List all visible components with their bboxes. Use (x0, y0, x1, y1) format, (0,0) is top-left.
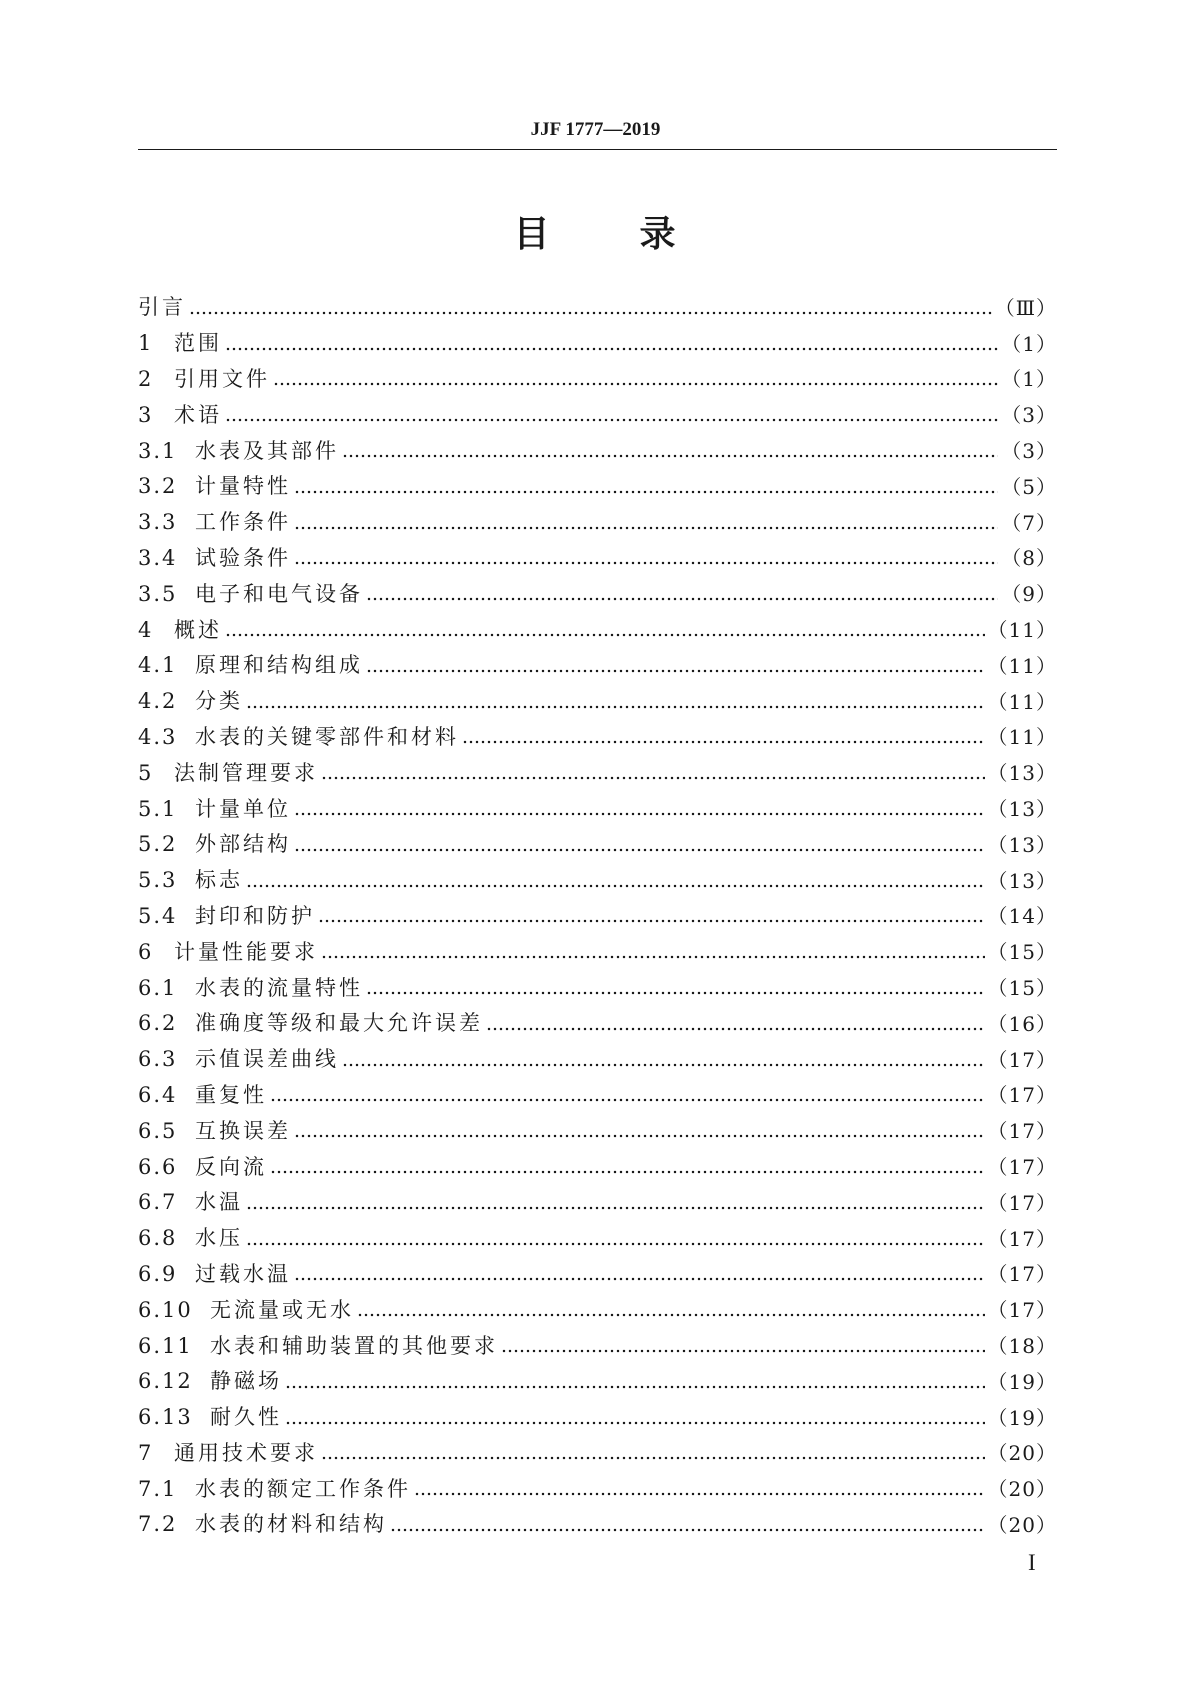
toc-entry-number: 4.3 (138, 724, 178, 749)
toc-entry-title: 法制管理要求 (174, 760, 318, 785)
toc-dot-leader (366, 667, 985, 675)
toc-dot-leader (321, 774, 985, 782)
toc-entry-page: （15） (987, 976, 1057, 1001)
toc-entry[interactable] (138, 1471, 1057, 1507)
toc-dot-leader (270, 1168, 985, 1176)
toc-entry[interactable] (138, 1185, 1057, 1221)
toc-entry-number: 5.2 (138, 832, 178, 857)
toc-entry-number: 6 (138, 939, 154, 964)
toc-entry-page: （14） (987, 904, 1057, 929)
toc-dot-leader (390, 1526, 985, 1534)
toc-dot-leader (225, 345, 998, 353)
toc-entry-number: 6.6 (138, 1154, 178, 1179)
toc-entry[interactable] (138, 791, 1057, 827)
toc-entry[interactable] (138, 1436, 1057, 1472)
toc-entry-number: 3.3 (138, 510, 178, 535)
toc-entry-number: 6.9 (138, 1261, 178, 1286)
toc-entry-number: 5.3 (138, 868, 178, 893)
toc-entry-number: 6.5 (138, 1118, 178, 1143)
toc-entry-title: 无流量或无水 (210, 1297, 354, 1322)
toc-entry-number: 2 (138, 366, 154, 391)
toc-entry-number: 3.2 (138, 474, 178, 499)
toc-entry-title: 术语 (174, 402, 222, 427)
toc-entry-title: 水表及其部件 (195, 438, 339, 463)
toc-entry-page: （17） (987, 1119, 1057, 1144)
toc-entry[interactable] (138, 863, 1057, 899)
toc-entry[interactable] (138, 397, 1057, 433)
toc-entry[interactable] (138, 505, 1057, 541)
toc-entry-number: 4.1 (138, 653, 178, 678)
toc-entry-title: 试验条件 (195, 545, 291, 570)
toc-entry[interactable] (138, 934, 1057, 970)
page-title-right: 录 (639, 214, 678, 255)
table-of-contents (138, 290, 1057, 1543)
toc-entry-number: 6.4 (138, 1082, 178, 1107)
toc-entry-number: 6.3 (138, 1047, 178, 1072)
toc-entry-page: （15） (987, 940, 1057, 965)
toc-entry-number: 5.4 (138, 903, 178, 928)
toc-entry-title: 概述 (174, 617, 222, 642)
toc-entry-page: （Ⅲ） (994, 295, 1057, 320)
toc-entry-page: （20） (987, 1512, 1057, 1537)
toc-entry-number: 6.10 (138, 1297, 193, 1322)
toc-entry-number: 7.2 (138, 1512, 178, 1537)
toc-entry-title: 范围 (174, 331, 222, 356)
toc-entry[interactable] (138, 1292, 1057, 1328)
toc-entry-number: 1 (138, 331, 154, 356)
toc-entry-title: 外部结构 (195, 832, 291, 857)
toc-entry-number: 6.13 (138, 1405, 193, 1430)
toc-entry-title: 示值误差曲线 (195, 1047, 339, 1072)
toc-entry-page: （18） (987, 1334, 1057, 1358)
toc-entry-title: 反向流 (195, 1154, 267, 1179)
toc-dot-leader (285, 1419, 985, 1427)
toc-entry[interactable] (138, 755, 1057, 791)
toc-entry[interactable] (138, 684, 1057, 720)
toc-dot-leader (294, 488, 998, 496)
toc-dot-leader (342, 1061, 985, 1069)
toc-entry[interactable] (138, 290, 1057, 326)
toc-entry-page: （13） (987, 832, 1057, 857)
toc-entry-title: 水表的额定工作条件 (195, 1476, 411, 1501)
toc-entry-page: （3） (1001, 439, 1057, 464)
toc-entry-number: 3.4 (138, 545, 178, 570)
toc-entry-number: 3 (138, 402, 154, 427)
toc-entry-number: 3.5 (138, 581, 178, 606)
toc-dot-leader (273, 380, 998, 388)
toc-dot-leader (294, 559, 998, 567)
toc-entry-page: （20） (987, 1441, 1057, 1466)
toc-entry-page: （19） (987, 1405, 1057, 1430)
toc-dot-leader (246, 1240, 985, 1248)
toc-entry[interactable] (138, 970, 1057, 1006)
toc-entry-title: 水表和辅助装置的其他要求 (210, 1333, 498, 1358)
toc-entry-page: （9） (1001, 582, 1057, 607)
toc-entry-title: 水压 (195, 1226, 243, 1251)
toc-entry-page: （17） (987, 1190, 1057, 1215)
toc-entry-page: （17） (987, 1262, 1057, 1287)
toc-entry[interactable] (138, 469, 1057, 505)
toc-entry-title: 封印和防护 (195, 903, 315, 928)
header-rule (138, 149, 1057, 150)
toc-entry-page: （13） (987, 868, 1057, 893)
toc-dot-leader (246, 882, 985, 890)
toc-dot-leader (321, 953, 985, 961)
toc-entry-page: （16） (987, 1011, 1057, 1036)
standard-code-header: JJF 1777—2019 (530, 119, 661, 140)
toc-dot-leader (189, 309, 992, 317)
toc-dot-leader (285, 1383, 985, 1391)
toc-dot-leader (342, 452, 998, 460)
toc-entry-page: （1） (1001, 367, 1057, 392)
toc-dot-leader (366, 989, 985, 997)
toc-entry-number: 6.11 (138, 1333, 193, 1358)
toc-entry-title: 通用技术要求 (174, 1440, 318, 1465)
toc-entry-page: （7） (1001, 510, 1057, 535)
toc-entry-title: 标志 (195, 868, 243, 893)
toc-entry[interactable] (138, 362, 1057, 398)
toc-entry-title: 计量性能要求 (174, 939, 318, 964)
toc-entry-title: 静磁场 (210, 1369, 282, 1394)
toc-entry[interactable] (138, 1149, 1057, 1185)
toc-entry-number: 7 (138, 1440, 154, 1465)
toc-entry-page: （1） (1001, 331, 1057, 356)
toc-entry[interactable] (138, 1113, 1057, 1149)
toc-entry-number: 5 (138, 760, 154, 785)
toc-entry-page: （17） (987, 1155, 1057, 1180)
toc-entry-title: 水表的关键零部件和材料 (195, 724, 459, 749)
toc-dot-leader (294, 1132, 985, 1140)
toc-entry-page: （13） (987, 797, 1057, 822)
toc-dot-leader (246, 1204, 985, 1212)
toc-dot-leader (294, 1275, 985, 1283)
toc-entry-page: （3） (1001, 403, 1057, 428)
toc-entry-title: 水表的流量特性 (195, 975, 363, 1000)
toc-dot-leader (318, 917, 985, 925)
toc-entry-title: 水温 (195, 1190, 243, 1215)
toc-entry[interactable] (138, 433, 1057, 469)
toc-entry-page: （17） (987, 1047, 1057, 1072)
toc-entry-page: （17） (987, 1226, 1057, 1251)
toc-entry-title: 计量单位 (195, 796, 291, 821)
toc-entry[interactable] (138, 1364, 1057, 1400)
toc-entry-page: （11） (987, 618, 1057, 643)
toc-entry[interactable] (138, 1328, 1057, 1364)
page-number: I (1028, 1550, 1036, 1575)
toc-entry-title: 重复性 (195, 1082, 267, 1107)
toc-entry-number: 7.1 (138, 1476, 178, 1501)
toc-entry[interactable] (138, 720, 1057, 756)
toc-entry-number: 6.12 (138, 1369, 193, 1394)
toc-entry-page: （11） (987, 689, 1057, 714)
toc-entry-title: 引用文件 (174, 366, 270, 391)
toc-entry-title: 电子和电气设备 (195, 581, 363, 606)
toc-entry-page: （11） (987, 725, 1057, 750)
toc-entry[interactable] (138, 1042, 1057, 1078)
toc-entry-title: 耐久性 (210, 1405, 282, 1430)
toc-entry-page: （8） (1001, 546, 1057, 571)
toc-dot-leader (270, 1096, 985, 1104)
toc-dot-leader (486, 1025, 985, 1033)
toc-entry-title: 引言 (138, 295, 186, 320)
toc-entry[interactable] (138, 576, 1057, 612)
toc-entry-number: 4 (138, 617, 154, 642)
toc-dot-leader (414, 1490, 985, 1498)
toc-entry[interactable] (138, 899, 1057, 935)
toc-entry-title: 分类 (195, 689, 243, 714)
toc-entry-number: 6.2 (138, 1011, 178, 1036)
toc-dot-leader (246, 703, 985, 711)
toc-entry-page: （17） (987, 1298, 1057, 1323)
toc-entry-page: （13） (987, 761, 1057, 786)
toc-entry-page: （20） (987, 1477, 1057, 1502)
page-title (0, 206, 1191, 257)
toc-entry-number: 6.7 (138, 1190, 178, 1215)
toc-entry-number: 4.2 (138, 689, 178, 714)
toc-entry-number: 5.1 (138, 796, 178, 821)
toc-entry-title: 互换误差 (195, 1118, 291, 1143)
toc-entry-number: 6.1 (138, 975, 178, 1000)
toc-dot-leader (357, 1311, 985, 1319)
toc-entry[interactable] (138, 1006, 1057, 1042)
toc-entry-title: 工作条件 (195, 510, 291, 535)
page-title-left: 目 (513, 214, 552, 255)
toc-entry[interactable] (138, 326, 1057, 362)
toc-entry-title: 原理和结构组成 (195, 653, 363, 678)
toc-entry-number: 3.1 (138, 438, 178, 463)
toc-entry[interactable] (138, 1257, 1057, 1293)
toc-dot-leader (294, 810, 985, 818)
toc-entry-title: 准确度等级和最大允许误差 (195, 1011, 483, 1036)
toc-entry[interactable] (138, 648, 1057, 684)
toc-entry-page: （5） (1001, 474, 1057, 499)
toc-entry[interactable] (138, 1078, 1057, 1114)
toc-dot-leader (462, 738, 985, 746)
toc-dot-leader (294, 846, 985, 854)
toc-entry[interactable] (138, 541, 1057, 577)
toc-entry-title: 计量特性 (195, 474, 291, 499)
toc-entry[interactable] (138, 827, 1057, 863)
toc-dot-leader (501, 1347, 985, 1355)
toc-entry-title: 水表的材料和结构 (195, 1512, 387, 1537)
toc-entry[interactable] (138, 1221, 1057, 1257)
toc-entry-page: （11） (987, 653, 1057, 678)
toc-dot-leader (294, 524, 998, 532)
toc-dot-leader (321, 1454, 985, 1462)
toc-entry-page: （19） (987, 1369, 1057, 1394)
toc-entry-title: 过载水温 (195, 1261, 291, 1286)
toc-dot-leader (366, 595, 998, 603)
toc-entry-page: （17） (987, 1083, 1057, 1108)
toc-entry[interactable] (138, 1507, 1057, 1543)
toc-dot-leader (225, 631, 985, 639)
toc-entry[interactable] (138, 1400, 1057, 1436)
toc-entry[interactable] (138, 612, 1057, 648)
toc-dot-leader (225, 416, 998, 424)
toc-entry-number: 6.8 (138, 1226, 178, 1251)
